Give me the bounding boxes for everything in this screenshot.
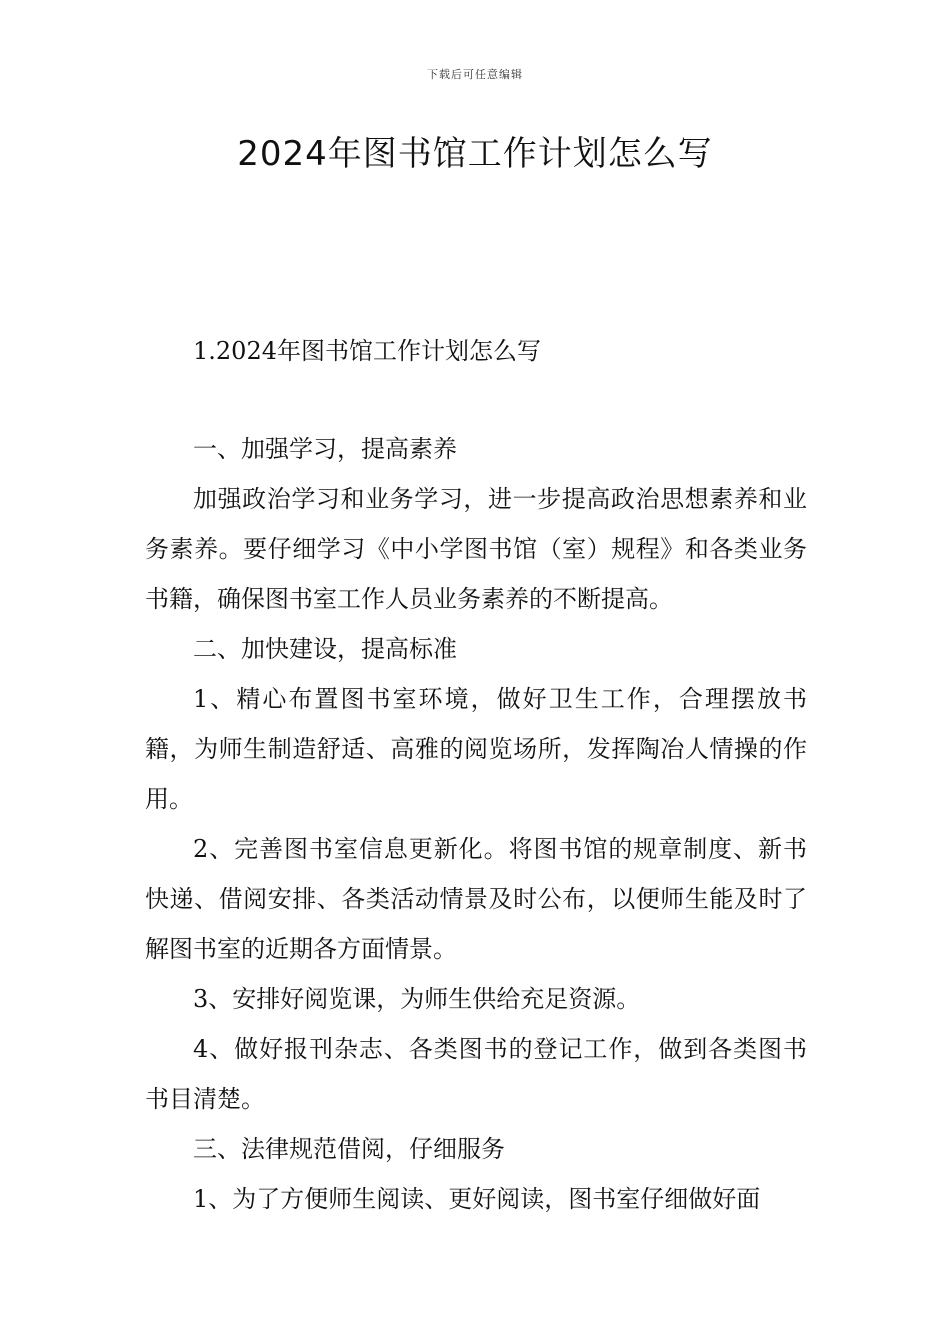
paragraph: 加强政治学习和业务学习，进一步提高政治思想素养和业务素养。要仔细学习《中小学图书馆（室）规程》和各类业务书籍，确保图书室工作人员业务素养的不断提高。 xyxy=(145,485,807,613)
section-heading: 1.2024年图书馆工作计划怎么写 xyxy=(193,337,541,365)
paragraph: 1、精心布置图书室环境，做好卫生工作，合理摆放书籍，为师生制造舒适、高雅的阅览场所，发挥陶冶人情操的作用。 xyxy=(145,685,807,813)
paragraph: 3、安排好阅览课，为师生供给充足资源。 xyxy=(193,985,641,1013)
paragraph: 2、完善图书室信息更新化。将图书馆的规章制度、新书快递、借阅安排、各类活动情景及时公布，以便师生能及时了解图书室的近期各方面情景。 xyxy=(145,835,807,963)
header-note: 下载后可任意编辑 xyxy=(427,68,523,81)
document-title: 2024年图书馆工作计划怎么写 xyxy=(237,134,713,174)
document-body xyxy=(145,326,807,1224)
heading-1: 一、加强学习，提高素养 xyxy=(193,435,457,463)
paragraph: 1、为了方便师生阅读、更好阅读，图书室仔细做好面 xyxy=(193,1185,761,1213)
heading-3: 三、法律规范借阅，仔细服务 xyxy=(193,1135,505,1163)
heading-2: 二、加快建设，提高标准 xyxy=(193,635,457,663)
paragraph: 4、做好报刊杂志、各类图书的登记工作，做到各类图书书目清楚。 xyxy=(145,1035,807,1113)
